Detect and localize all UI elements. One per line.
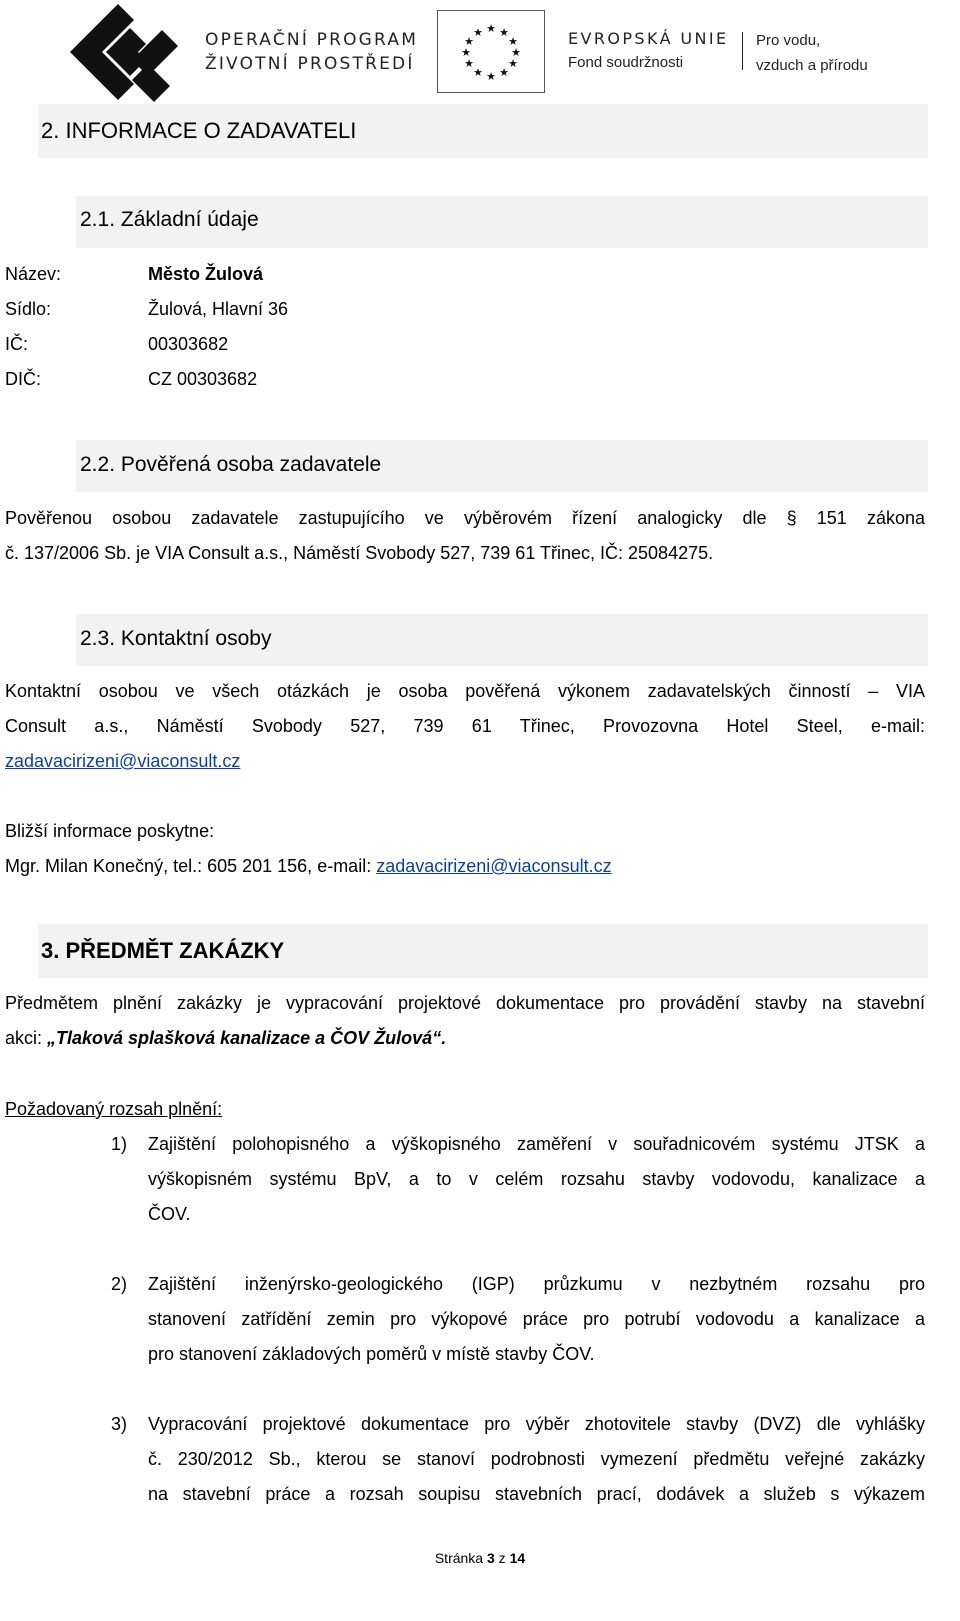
opzp-line2: ŽIVOTNÍ PROSTŘEDÍ: [205, 54, 415, 74]
svg-text:★: ★: [499, 26, 509, 39]
svg-text:★: ★: [486, 70, 496, 83]
list-item-line: výškopisném systému BpV, a to v celém rozsahu stavby vodovodu, kanalizace a: [148, 1169, 925, 1189]
eu-flag-icon: [437, 10, 545, 93]
list-item-line: Vypracování projektové dokumentace pro výběr zhotovitele stavby (DVZ) dle vyhlášky: [148, 1414, 925, 1434]
footer-page-total: 14: [509, 1550, 526, 1566]
svg-text:★: ★: [508, 57, 518, 70]
section-2-2-line1: Pověřenou osobou zadavatele zastupujícího ve výběrovém řízení analogicky dle § 151 zákona: [5, 508, 925, 528]
page-footer: [0, 1550, 960, 1566]
svg-text:★: ★: [473, 26, 483, 39]
list-item-number: 2): [111, 1274, 128, 1294]
section-2-heading: 2. INFORMACE O ZADAVATELI: [41, 118, 357, 143]
svg-text:★: ★: [473, 66, 483, 79]
section-2-2-heading: 2.2. Pověřená osoba zadavatele: [80, 453, 382, 476]
field-label-nazev: Název:: [5, 264, 62, 284]
svg-text:★: ★: [508, 35, 518, 48]
opzp-title: [205, 28, 418, 76]
footer-prefix: Stránka: [434, 1550, 487, 1566]
contact-line: [5, 856, 612, 876]
eu-title: EVROPSKÁ UNIE: [568, 29, 729, 48]
svg-text:★: ★: [486, 22, 496, 35]
eu-text: [568, 28, 729, 76]
footer-mid: z: [494, 1550, 510, 1566]
section-2-3-line1: Kontaktní osobou ve všech otázkách je osoba pověřená výkonem zadavatelských činností – VIA: [5, 681, 925, 701]
slogan-line2: vzduch a přírodu: [756, 57, 868, 74]
header-divider: [742, 32, 743, 70]
section-3-intro-line1: Předmětem plnění zakázky je vypracování projektové dokumentace pro provádění stavby na stavební: [5, 993, 925, 1013]
slogan: [756, 28, 868, 78]
list-item-line: pro stanovení základových poměrů v místě stavby ČOV.: [148, 1344, 595, 1364]
list-item-line: Zajištění inženýrsko-geologického (IGP) průzkumu v nezbytném rozsahu pro: [148, 1274, 925, 1294]
slogan-line1: Pro vodu,: [756, 32, 821, 49]
svg-text:★: ★: [511, 46, 521, 59]
more-info-label: Bližší informace poskytne:: [5, 821, 215, 841]
list-item-line: č. 230/2012 Sb., kterou se stanoví podrobnosti vymezení předmětu veřejné zakázky: [148, 1449, 925, 1469]
section-3-heading: 3. PŘEDMĚT ZAKÁZKY: [41, 938, 285, 963]
svg-text:★: ★: [499, 66, 509, 79]
field-label-sidlo: Sídlo:: [5, 299, 52, 319]
section-2-3-heading: 2.3. Kontaktní osoby: [80, 627, 272, 650]
footer-page-number: 3: [486, 1550, 495, 1566]
field-value-ic: 00303682: [148, 334, 229, 354]
section-2-1-heading: 2.1. Základní údaje: [80, 208, 259, 231]
field-value-sidlo: Žulová, Hlavní 36: [148, 299, 289, 319]
field-value-dic: CZ 00303682: [148, 369, 258, 389]
intro-prefix: akci:: [5, 1028, 48, 1048]
list-item-line: na stavební práce a rozsah soupisu stavebních prací, dodávek a služeb s výkazem: [148, 1484, 925, 1504]
opzp-line1: OPERAČNÍ PROGRAM: [205, 30, 419, 50]
list-item-line: Zajištění polohopisného a výškopisného zaměření v souřadnicovém systému JTSK a: [148, 1134, 925, 1154]
list-item-number: 1): [111, 1134, 128, 1154]
list-item-number: 3): [111, 1414, 128, 1434]
svg-text:★: ★: [464, 57, 474, 70]
contact-email-link[interactable]: zadavacirizeni@viaconsult.cz: [376, 856, 612, 876]
field-label-ic: IČ:: [5, 334, 29, 354]
email-link[interactable]: zadavacirizeni@viaconsult.cz: [5, 751, 241, 771]
field-label-dic: DIČ:: [5, 369, 41, 389]
section-2-3-line2: Consult a.s., Náměstí Svobody 527, 739 61 Třinec, Provozovna Hotel Steel, e-mail:: [5, 716, 925, 736]
scope-label: Požadovaný rozsah plnění:: [5, 1099, 223, 1119]
section-2-2-line2: č. 137/2006 Sb. je VIA Consult a.s., Náměstí Svobody 527, 739 61 Třinec, IČ: 25084275.: [5, 543, 714, 563]
opzp-logo-icon: [62, 4, 182, 104]
section-3-intro-line2: [5, 1028, 446, 1048]
list-item-line: stanovení zatřídění zemin pro výkopové práce pro potrubí vodovodu a kanalizace a: [148, 1309, 925, 1329]
contact-text: Mgr. Milan Konečný, tel.: 605 201 156, e-mail:: [5, 856, 377, 876]
list-item-line: ČOV.: [148, 1204, 191, 1224]
svg-text:★: ★: [461, 46, 471, 59]
svg-text:★: ★: [464, 35, 474, 48]
project-title: „Tlaková splašková kanalizace a ČOV Žulová“.: [47, 1028, 447, 1048]
field-value-nazev: Město Žulová: [148, 264, 264, 284]
eu-fund: Fond soudržnosti: [568, 54, 684, 71]
